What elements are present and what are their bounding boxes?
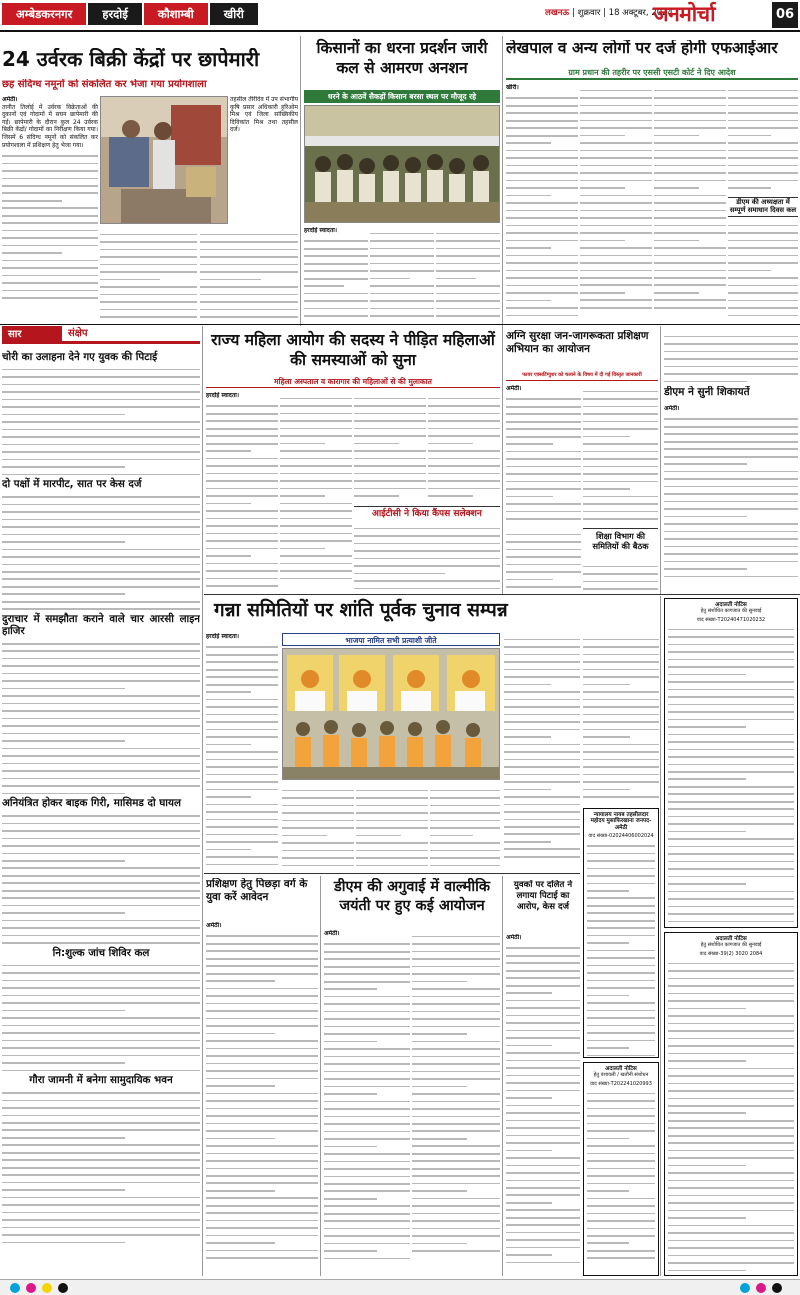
- lekhpal-headline: लेखपाल व अन्य लोगों पर दर्ज होगी एफआईआर: [506, 40, 778, 57]
- court-notice-2: [583, 1062, 659, 1276]
- farmer-strap: धरने के आठवें सैकड़ों किसान बरसा स्थल पर मौजूद रहे: [304, 90, 500, 103]
- lead-body-col-2: [100, 228, 197, 318]
- district-tabs: [2, 3, 258, 25]
- notice-3-case: वाद संख्या-39(2) 3020 2084: [699, 950, 763, 957]
- election-photo: [282, 648, 500, 780]
- lead-subhead-wrap: [2, 79, 298, 93]
- itc-body: [354, 522, 500, 592]
- notice-2-subtitle: हेतु वंशावली / खतौनी संशोधन: [593, 1072, 649, 1079]
- valmiki-headline: डीएम की अगुवाई में वाल्मीकि जयंती पर हुए कई आयोजन: [333, 879, 491, 914]
- notice-1-title: अदालती नोटिस: [715, 602, 747, 608]
- farmer-headline-wrap: [304, 38, 500, 88]
- itc-title-wrap: [354, 506, 500, 520]
- lead-photo: [100, 96, 228, 224]
- women-strap: महिला अस्पताल व कारागार की महिलाओं से की मुलाकात: [206, 376, 500, 388]
- print-registration-bar: [0, 1279, 800, 1295]
- notice-1-subtitle: हेतु संशोधित कागजात की सुनवाई: [700, 608, 762, 615]
- dalit-body: [506, 934, 580, 1276]
- tab-ambedkarnagar[interactable]: अम्बेडकरनगर: [2, 3, 86, 25]
- lead-headline: 24 उर्वरक बिक्री केंद्रों पर छापेमारी: [2, 48, 260, 71]
- valmiki-dateline: अमेठी।: [324, 930, 340, 937]
- samiti-headline: शिक्षा विभाग की समितियों की बैठक: [592, 531, 649, 551]
- lead-dateline: अमेठी।: [2, 96, 18, 103]
- training-dateline: अमेठी।: [206, 922, 222, 929]
- cyan-registration-mark: [740, 1283, 750, 1293]
- women-col-2: [280, 392, 352, 592]
- cyan-registration-mark: [10, 1283, 20, 1293]
- valmiki-col-1: [324, 930, 410, 1276]
- farmer-photo: [304, 105, 500, 223]
- dm-top-body: [664, 330, 798, 384]
- masthead-right: [545, 2, 798, 28]
- brief-headline-2: दो पक्षों में मारपीट, सात पर केस दर्ज: [2, 478, 142, 491]
- dm-headline-wrap: [664, 386, 798, 402]
- magenta-registration-mark: [26, 1283, 36, 1293]
- black-registration-mark: [58, 1283, 68, 1293]
- farmer-headline: किसानों का धरना प्रदर्शन जारी कल से आमरण अनशन: [316, 39, 488, 77]
- election-col-3: [356, 784, 428, 871]
- lekhpal-headline-wrap: [506, 40, 798, 66]
- lekhpal-box-body: [728, 219, 798, 322]
- masthead: [0, 0, 800, 32]
- women-col-3: [354, 392, 426, 504]
- fire-strap: फायर एक्सटिंग्युशर को चलाने के विषय में दी गई विस्तृत जानकारी: [506, 370, 658, 381]
- lead-intro: तानीत तिलोई में उर्वरक विक्रेताओं की दुकानों एवं गोदामों में सघन छापेमारी की गई। छापेमारी के दौरान कुल 24 उर्वरक बिक्री केंद्रों/ गोदामों का निरीक्षण किया गया। जिसमें 6 संदिग्ध नमूनों को संकलित कर प्रयोगशाला में प्रशिक्षण हेतु भेजा गया।: [2, 103, 98, 149]
- fire-headline-wrap: [506, 330, 658, 370]
- women-headline: राज्य महिला आयोग की सदस्य ने पीड़ित महिलाओं की समस्याओं को सुना: [211, 331, 495, 369]
- lead-photo-caption: तहसील तीरीदेव में उप संभागीय कृषि प्रसार अधिकारी हरिओम मिश्र एवं जिला सांख्यिकीय दिविकांत मिश्र तथा तहसील दर्ज।: [230, 96, 298, 134]
- lekhpal-box-title: डीएम की अध्यक्षता में सम्पूर्ण समाधान दिवस कल: [729, 198, 797, 214]
- sanshep-column: [2, 348, 200, 1276]
- election-headline-wrap: [206, 597, 660, 627]
- lead-body-text: [2, 155, 98, 299]
- notice-1-case: वाद संख्या-T20240471020232: [696, 616, 766, 623]
- fire-dateline: अमेठी।: [506, 385, 522, 392]
- samiti-headline-wrap: [583, 528, 658, 558]
- court-notice-0: [583, 808, 659, 1058]
- election-dateline: हरदोई स्वादता।: [206, 633, 240, 640]
- training-headline-wrap: [206, 878, 318, 920]
- dm-dateline: अमेठी।: [664, 405, 680, 412]
- tab-kheri[interactable]: खीरी: [210, 3, 258, 25]
- farmer-photo-image: [305, 106, 500, 223]
- sanshep-label: सार: [2, 326, 62, 344]
- valmiki-col-2: [412, 930, 500, 1276]
- dalit-headline-wrap: [506, 880, 580, 930]
- election-photo-image: [283, 649, 500, 780]
- farmer-dateline: हरदोई स्वादता।: [304, 227, 338, 234]
- city-name: लखनऊ: [545, 8, 570, 18]
- brief-headline-4: अनियंत्रित होकर बाइक गिरी, मासिमड दो घायल: [2, 797, 181, 810]
- brief-headline-3: दुराचार में समझौता कराने वाले चार आरसी लाइन हाजिर: [2, 613, 200, 638]
- training-headline: प्रशिक्षण हेतु पिछड़ा वर्ग के युवा करें आवेदन: [206, 878, 308, 903]
- farmer-col-1: [304, 227, 368, 320]
- tab-kaushambi[interactable]: कौशाम्बी: [144, 3, 208, 25]
- training-body: [206, 922, 318, 1274]
- court-notice-1: [664, 598, 798, 928]
- notice-2-title: अदालती नोटिस: [605, 1066, 637, 1072]
- notice-0-title: न्यायालय नायब तहसीलदार महोदय मुसाफिरखाना जनपद-अमेठी: [590, 812, 652, 831]
- lekhpal-col-1: [506, 84, 578, 322]
- magenta-registration-mark: [756, 1283, 766, 1293]
- brief-headline-6: गौरा जामनी में बनेगा सामुदायिक भवन: [29, 1074, 173, 1087]
- dm-body: [664, 405, 798, 583]
- election-col-4: [430, 784, 500, 871]
- brief-headline-5: नि:शुल्क जांच शिविर कल: [52, 946, 150, 959]
- lekhpal-col-3: [654, 84, 726, 322]
- lead-photo-image: [101, 97, 228, 224]
- sanshep-header: [2, 326, 200, 344]
- notice-3-subtitle: हेतु संशोधित कागजात की सुनवाई: [700, 942, 762, 949]
- election-col-6: [583, 633, 659, 805]
- women-headline-wrap: [206, 330, 500, 374]
- women-col-1: [206, 392, 278, 592]
- fire-col-1: [506, 385, 581, 525]
- samiti-body: [583, 560, 658, 592]
- lekhpal-col-4: [728, 84, 798, 196]
- women-dateline: हरदोई स्वादता।: [206, 392, 240, 399]
- fire-headline: अग्नि सुरक्षा जन-जागरूकता प्रशिक्षण अभियान का आयोजन: [506, 330, 649, 355]
- farmer-col-2: [370, 227, 434, 320]
- sanshep-title: संक्षेप: [62, 326, 200, 344]
- notice-3-title: अदालती नोटिस: [715, 936, 747, 942]
- lekhpal-dateline: खीरी।: [506, 84, 519, 91]
- lead-headline-wrap: [2, 48, 298, 78]
- itc-headline: आईटीसी ने किया कैंपस सलेक्शन: [372, 509, 482, 519]
- notice-2-case: वाद संख्या-T202241020993: [590, 1080, 652, 1087]
- tab-hardoi[interactable]: हरदोई: [88, 3, 142, 25]
- election-strap: भाजपा नामित सभी प्रत्याशी जीते: [282, 633, 500, 646]
- court-notice-3: [664, 932, 798, 1276]
- valmiki-headline-wrap: [324, 878, 500, 926]
- lead-intro-column: [2, 96, 98, 318]
- election-col-2: [282, 784, 354, 871]
- date-text: | शुक्रवार | 18 अक्टूबर, 2024: [572, 8, 673, 18]
- lead-subhead: छह संदिग्ध नमूनों को संकलित कर भेजा गया प्रयोगशाला: [2, 79, 207, 90]
- dalit-dateline: अमेठी।: [506, 934, 522, 941]
- dalit-headline: युवकों पर दलित ने लगाया पिटाई का आरोप, केस दर्ज: [513, 880, 573, 912]
- farmer-col-3: [436, 227, 500, 320]
- dm-headline: डीएम ने सुनी शिकायतें: [664, 386, 750, 398]
- lekhpal-col-2: [580, 84, 652, 322]
- election-headline: गन्ना समितियों पर शांति पूर्वक चुनाव सम्पन्न: [214, 599, 508, 621]
- yellow-registration-mark: [42, 1283, 52, 1293]
- lekhpal-box-title-wrap: [728, 197, 798, 217]
- lead-body-col-3: [200, 228, 298, 318]
- election-col-5: [504, 633, 580, 871]
- page-number: 06: [772, 2, 798, 28]
- lekhpal-strap: ग्राम प्रधान की तहरीर पर एससी एसटी कोर्ट ने दिए आदेश: [506, 66, 798, 80]
- notice-0-case: वाद संख्या-02024406002024: [588, 832, 654, 839]
- fire-col-2: [583, 385, 658, 525]
- women-col-4: [428, 392, 500, 504]
- brief-headline-1: चोरी का उलाहना देने गए युवक की पिटाई: [2, 351, 158, 363]
- fire-col-1b: [506, 528, 581, 592]
- election-col-1: [206, 633, 278, 871]
- black-registration-mark: [772, 1283, 782, 1293]
- newspaper-logo: जनमोर्चा: [653, 1, 716, 26]
